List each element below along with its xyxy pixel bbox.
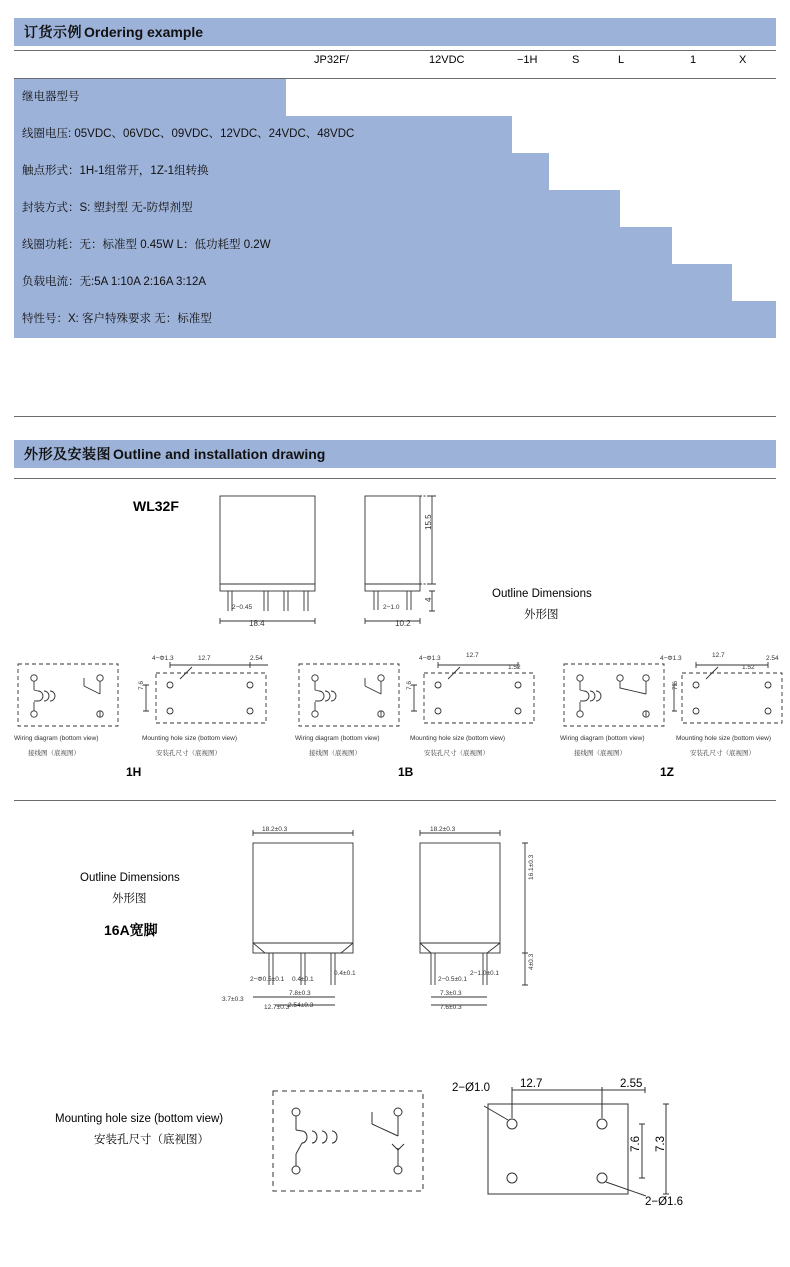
ordering-row-label: 负载电流：无:5A 1:10A 2:16A 3:12A: [22, 276, 207, 288]
dim-wide-d2: 12.7±0.3: [264, 1004, 290, 1011]
outline-dimensions-en-2: Outline Dimensions: [80, 872, 180, 884]
ordering-row: [14, 116, 776, 153]
section-header-ordering-en: Ordering example: [84, 24, 204, 40]
ordering-row-label: 封装方式：S: 塑封型 无-防焊剂型: [22, 202, 193, 214]
ordering-row: [14, 190, 776, 227]
ordering-top-rule: [14, 50, 776, 51]
wiring-diagram-1h: [14, 660, 124, 730]
ordering-code-row: [14, 50, 776, 78]
mounting-label-cn-1b: 安装孔尺寸（底视图）: [424, 750, 489, 757]
section-header-outline-en: Outline and installation drawing: [113, 446, 326, 462]
mounting-label-en-bottom: Mounting hole size (bottom view): [55, 1113, 224, 1125]
ordering-row-label: 线圈功耗：无：标准型 0.45W L：低功耗型 0.2W: [22, 239, 271, 251]
dim-wide-d4: 2.54±0.3: [288, 1002, 314, 1009]
ordering-code-cell: 12VDC: [429, 54, 465, 66]
ordering-bottom-rule: [14, 416, 776, 417]
mounting-hole-1h: [140, 655, 280, 733]
outline-dimensions-cn: 外形图: [524, 609, 559, 621]
mounting-label-cn-bottom: 安装孔尺寸（底视图）: [94, 1134, 209, 1146]
dim-hole-1-6: 2−Ø1.6: [645, 1196, 684, 1208]
dim-hole-1-0: 2−Ø1.0: [452, 1082, 491, 1094]
bottom-wiring-diagram: [268, 1086, 428, 1196]
dim-pitch-a-1z: 12.7: [712, 652, 725, 659]
mounting-hole-1z: [672, 655, 790, 733]
wiring-label-cn-1h: 接线图（底视图）: [28, 750, 80, 757]
section-header-ordering-cn: 订货示例: [24, 24, 82, 40]
dim-height-side: 15.5: [424, 514, 433, 530]
dim-wide-pin-e: 2−1.0±0.1: [470, 970, 500, 977]
dim-wide-width-top: 18.2±0.3: [262, 826, 288, 833]
bottom-mounting-hole-drawing: [470, 1078, 760, 1203]
dim-wide-d1: 3.7±0.3: [222, 996, 244, 1003]
dim-wide-height: 16.1±0.3: [528, 854, 535, 880]
mounting-label-en-1z: Mounting hole size (bottom view): [676, 735, 772, 742]
mounting-label-en-1b: Mounting hole size (bottom view): [410, 735, 506, 742]
dim-pitch-c-1z: 1.52: [742, 664, 755, 671]
mounting-label-en-1h: Mounting hole size (bottom view): [142, 735, 238, 742]
ordering-row-label: 线圈电压: 05VDC、06VDC、09VDC、12VDC、24VDC、48VDC: [22, 128, 355, 140]
ordering-row: [14, 264, 776, 301]
dim-wide-d3: 7.8±0.3: [289, 990, 311, 997]
dim-wide-d6: 7.6±0.3: [440, 1004, 462, 1011]
dim-wide-pin-a: 2−Φ0.5±0.1: [250, 976, 285, 983]
wiring-label-en-1z: Wiring diagram (bottom view): [560, 735, 645, 742]
wide-pin-label: 16A宽脚: [104, 922, 158, 938]
model-label: WL32F: [133, 498, 179, 514]
dim-width-side: 10.2: [395, 619, 411, 628]
dim-2-55: 2.55: [620, 1078, 643, 1090]
ordering-code-cell: JP32F/: [314, 54, 349, 66]
wiring-label-cn-1z: 接线图（底视图）: [574, 750, 626, 757]
dim-wide-d5: 7.3±0.3: [440, 990, 462, 997]
outline-dimensions-en: Outline Dimensions: [492, 588, 592, 600]
ordering-row: [14, 227, 776, 264]
dim-12-7: 12.7: [520, 1078, 543, 1090]
section-header-outline: [14, 440, 776, 468]
mounting-hole-1b: [408, 655, 548, 733]
variant-name-1z: 1Z: [660, 765, 675, 779]
wiring-diagram-1b: [295, 660, 405, 730]
ordering-code-cell: −1H: [517, 54, 538, 66]
ordering-code-cell: 1: [690, 54, 697, 66]
ordering-code-cell: X: [739, 54, 747, 66]
variant-name-1b: 1B: [398, 765, 414, 779]
dim-wide-pin-d: 2−0.5±0.1: [438, 976, 468, 983]
wide-pin-views: [235, 825, 565, 1015]
ordering-row-label: 触点形式：1H-1组常开，1Z-1组转换: [22, 165, 209, 177]
dim-pin-a: 2−0.45: [232, 604, 253, 611]
dim-hole-small-1b: 4−Φ1.3: [419, 655, 441, 662]
dim-pin-len: 4: [424, 597, 433, 602]
relay-front-side-views: [200, 488, 560, 638]
ordering-row: [14, 301, 776, 338]
section-header-outline-cn: 外形及安装图: [24, 446, 111, 462]
dim-wide-pin-b: 0.4±0.1: [292, 976, 314, 983]
ordering-row-label: 继电器型号: [22, 91, 80, 103]
dim-pin-b: 2−1.0: [383, 604, 400, 611]
variant-name-1h: 1H: [126, 765, 142, 779]
ordering-code-cell: L: [618, 54, 625, 66]
ordering-code-cell: S: [572, 54, 580, 66]
wiring-label-en-1b: Wiring diagram (bottom view): [295, 735, 380, 742]
dim-pitch-b-1z: 2.54: [766, 655, 779, 662]
dim-wide-width-top2: 18.2±0.3: [430, 826, 456, 833]
outline-top-rule: [14, 478, 776, 479]
dim-hole-small-1z: 4−Φ1.3: [660, 655, 682, 662]
dim-pitch-b-1h: 2.54: [250, 655, 263, 662]
wiring-label-cn-1b: 接线图（底视图）: [309, 750, 361, 757]
dim-width-front: 18.4: [249, 619, 265, 628]
outline-dimensions-cn-2: 外形图: [112, 893, 147, 905]
dim-hole-small-1h: 4−Φ1.3: [152, 655, 174, 662]
mounting-label-cn-1z: 安装孔尺寸（底视图）: [690, 750, 755, 757]
dim-wide-pin-c: 0.4±0.1: [334, 970, 356, 977]
wiring-label-en-1h: Wiring diagram (bottom view): [14, 735, 99, 742]
dim-height-1z: 7.6: [672, 680, 679, 690]
dim-7-6: 7.6: [630, 1136, 642, 1152]
ordering-row: [14, 79, 776, 116]
dim-7-3: 7.3: [655, 1136, 667, 1152]
dim-wide-pin-h: 4±0.3: [528, 953, 535, 970]
section-header-ordering: [14, 18, 776, 46]
ordering-row-label: 特性号：X: 客户特殊要求 无：标准型: [22, 313, 212, 325]
dim-pitch-c-1b: 1.52: [508, 664, 521, 671]
ordering-rows: [14, 79, 776, 338]
dim-pitch-a-1h: 12.7: [198, 655, 211, 662]
mounting-label-cn-1h: 安装孔尺寸（底视图）: [156, 750, 221, 757]
ordering-row: [14, 153, 776, 190]
outline-mid-rule: [14, 800, 776, 801]
dim-height-1h: 7.6: [138, 680, 145, 690]
dim-height-1b: 7.6: [406, 680, 413, 690]
wiring-diagram-1z: [560, 660, 670, 730]
dim-pitch-a-1b: 12.7: [466, 652, 479, 659]
